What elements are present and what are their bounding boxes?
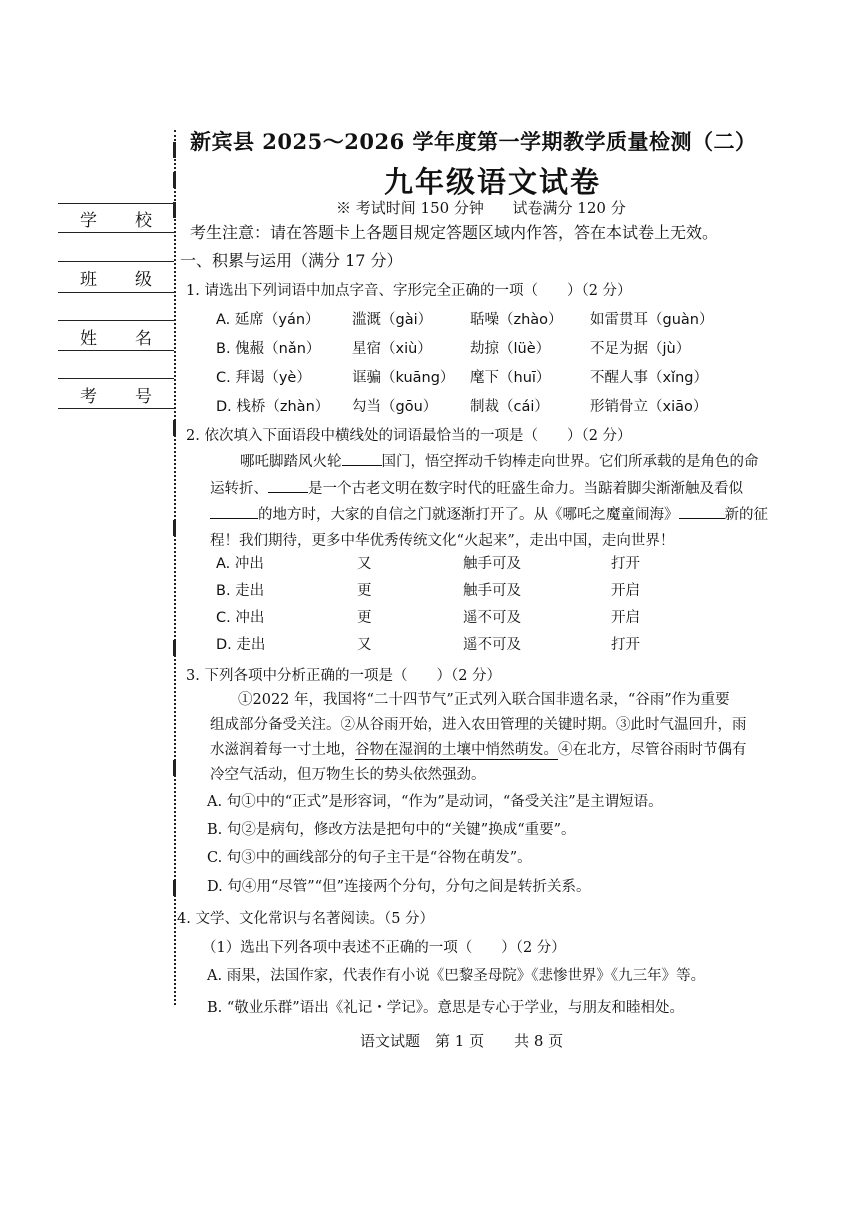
binding-mark [173, 520, 176, 536]
exam-info: ※ 考试时间 150 分钟 试卷满分 120 分 [336, 199, 626, 217]
candidate-notice: 考生注意：请在答题卡上各题目规定答题区域内作答，答在本试卷上无效。 [190, 223, 719, 242]
q1-option-a-3: 聒噪（zhào） [470, 312, 563, 328]
q1-option-b-4: 不足为据（jù） [590, 341, 691, 357]
q2-option-d-2: 又 [357, 637, 372, 653]
binding-mark [173, 172, 176, 188]
question-4-stem: 4. 文学、文化常识与名著阅读。（5 分） [177, 911, 435, 927]
q1-option-b-2: 星宿（xiù） [352, 341, 432, 357]
exam-title: 新宾县 2025～2026 学年度第一学期教学质量检测（二） [190, 129, 757, 154]
q3-passage-line: 水滋润着每一寸土地，谷物在湿润的土壤中悄然萌发。④在北方，尽管谷雨时节偶有 [210, 742, 747, 758]
side-divider [58, 378, 174, 379]
binding-mark [173, 202, 176, 218]
binding-mark [173, 142, 176, 158]
q3-passage-line: 冷空气活动，但万物生长的势头依然强劲。 [210, 767, 486, 783]
side-divider [58, 320, 174, 321]
blank-line [679, 518, 725, 519]
page-footer: 语文试题 第 1 页 共 8 页 [360, 1032, 564, 1050]
q3-option-c: C. 句③中的画线部分的句子主干是“谷物在萌发”。 [207, 850, 532, 866]
q4-option-a: A. 雨果，法国作家，代表作有小说《巴黎圣母院》《悲惨世界》《九三年》等。 [207, 968, 706, 984]
underlined-sentence: 谷物在湿润的土壤中悄然萌发。 [355, 742, 558, 758]
q1-option-c-1: C. 拜谒（yè） [216, 370, 311, 386]
q3-option-b: B. 句②是病句，修改方法是把句中的“关键”换成“重要”。 [207, 822, 576, 838]
q2-option-b-1: B. 走出 [216, 583, 265, 599]
school-field-label: 学 校 [80, 211, 152, 231]
q2-option-b-3: 触手可及 [463, 583, 521, 599]
binding-dotted-line [174, 130, 176, 1005]
q1-option-b-1: B. 傀赧（nǎn） [216, 341, 321, 357]
binding-mark [173, 760, 176, 776]
name-field-line[interactable] [58, 350, 174, 351]
q2-option-a-1: A. 冲出 [216, 556, 264, 572]
q1-option-d-4: 形销骨立（xiāo） [590, 399, 708, 415]
blank-line [210, 518, 258, 519]
q2-option-a-2: 又 [357, 556, 372, 572]
q2-option-d-1: D. 走出 [216, 637, 266, 653]
q1-option-c-3: 麾下（huī） [470, 370, 551, 386]
q1-option-d-3: 制裁（cái） [470, 399, 549, 415]
q2-option-d-3: 遥不可及 [463, 637, 521, 653]
exam-number-field-line[interactable] [58, 408, 174, 409]
q2-passage-line: 的地方时，大家的自信之门就逐渐打开了。从《哪吒之魔童闹海》 新的征 [210, 503, 768, 524]
blank-line [342, 465, 382, 466]
q2-option-b-2: 更 [357, 583, 372, 599]
side-divider [58, 261, 174, 262]
q1-option-c-4: 不醒人事（xǐng） [590, 370, 709, 386]
side-divider [58, 203, 174, 204]
question-1-stem: 1. 请选出下列词语中加点字音、字形完全正确的一项（ ）（2 分） [186, 283, 632, 299]
q2-option-c-3: 遥不可及 [463, 610, 521, 626]
q1-option-d-1: D. 栈桥（zhàn） [216, 399, 330, 415]
question-4-sub1: （1）选出下列各项中表述不正确的一项（ ）（2 分） [202, 940, 566, 956]
exam-subtitle: 九年级语文试卷 [384, 165, 602, 199]
class-field-line[interactable] [58, 292, 174, 293]
q2-option-a-3: 触手可及 [463, 556, 521, 572]
q3-passage-line: ①2022 年，我国将“二十四节气”正式列入联合国非遗名录，“谷雨”作为重要 [238, 692, 730, 708]
q2-option-b-4: 开启 [611, 583, 640, 599]
school-field-line[interactable] [58, 232, 174, 233]
q2-option-c-4: 开启 [611, 610, 640, 626]
q2-option-c-2: 更 [357, 610, 372, 626]
q2-passage-line: 运转折、 是一个古老文明在数字时代的旺盛生命力。当踮着脚尖渐渐触及看似 [210, 481, 743, 497]
q1-option-a-4: 如雷贯耳（guàn） [590, 312, 714, 328]
q3-passage-line: 组成部分备受关注。②从谷雨开始，进入农田管理的关键时期。③此时气温回升，雨 [210, 717, 747, 733]
name-field-label: 姓 名 [80, 329, 152, 349]
section-heading: 一、积累与运用（满分 17 分） [180, 251, 403, 270]
binding-mark [173, 640, 176, 656]
q1-option-c-2: 诓骗（kuāng） [352, 370, 455, 386]
blank-line [268, 492, 308, 493]
question-3-stem: 3. 下列各项中分析正确的一项是（ ）（2 分） [186, 668, 502, 684]
q2-passage-line: 哪吒脚踏风火轮 国门，悟空挥动千钧棒走向世界。它们所承载的是角色的命 [240, 454, 759, 470]
q1-option-a-1: A. 延席（yán） [216, 312, 320, 328]
q2-passage-line: 程！我们期待，更多中华优秀传统文化“火起来”，走出中国，走向世界！ [210, 533, 675, 549]
q4-option-b: B. “敬业乐群”语出《礼记・学记》。意思是专心于学业，与朋友和睦相处。 [207, 1000, 684, 1016]
q2-option-a-4: 打开 [611, 556, 640, 572]
q2-option-d-4: 打开 [611, 637, 640, 653]
class-field-label: 班 级 [80, 270, 152, 290]
binding-mark [173, 880, 176, 896]
q1-option-b-3: 劫掠（lüè） [470, 341, 551, 357]
exam-number-field-label: 考 号 [80, 387, 152, 407]
q1-option-d-2: 勾当（gōu） [352, 399, 438, 415]
binding-mark [173, 420, 176, 436]
q3-option-a: A. 句①中的“正式”是形容词，“作为”是动词，“备受关注”是主谓短语。 [207, 794, 663, 810]
q1-option-a-2: 滥溉（gài） [352, 312, 433, 328]
q3-option-d: D. 句④用“尽管”“但”连接两个分句，分句之间是转折关系。 [207, 879, 591, 895]
question-2-stem: 2. 依次填入下面语段中横线处的词语最恰当的一项是（ ）（2 分） [186, 428, 632, 444]
q2-option-c-1: C. 冲出 [216, 610, 265, 626]
